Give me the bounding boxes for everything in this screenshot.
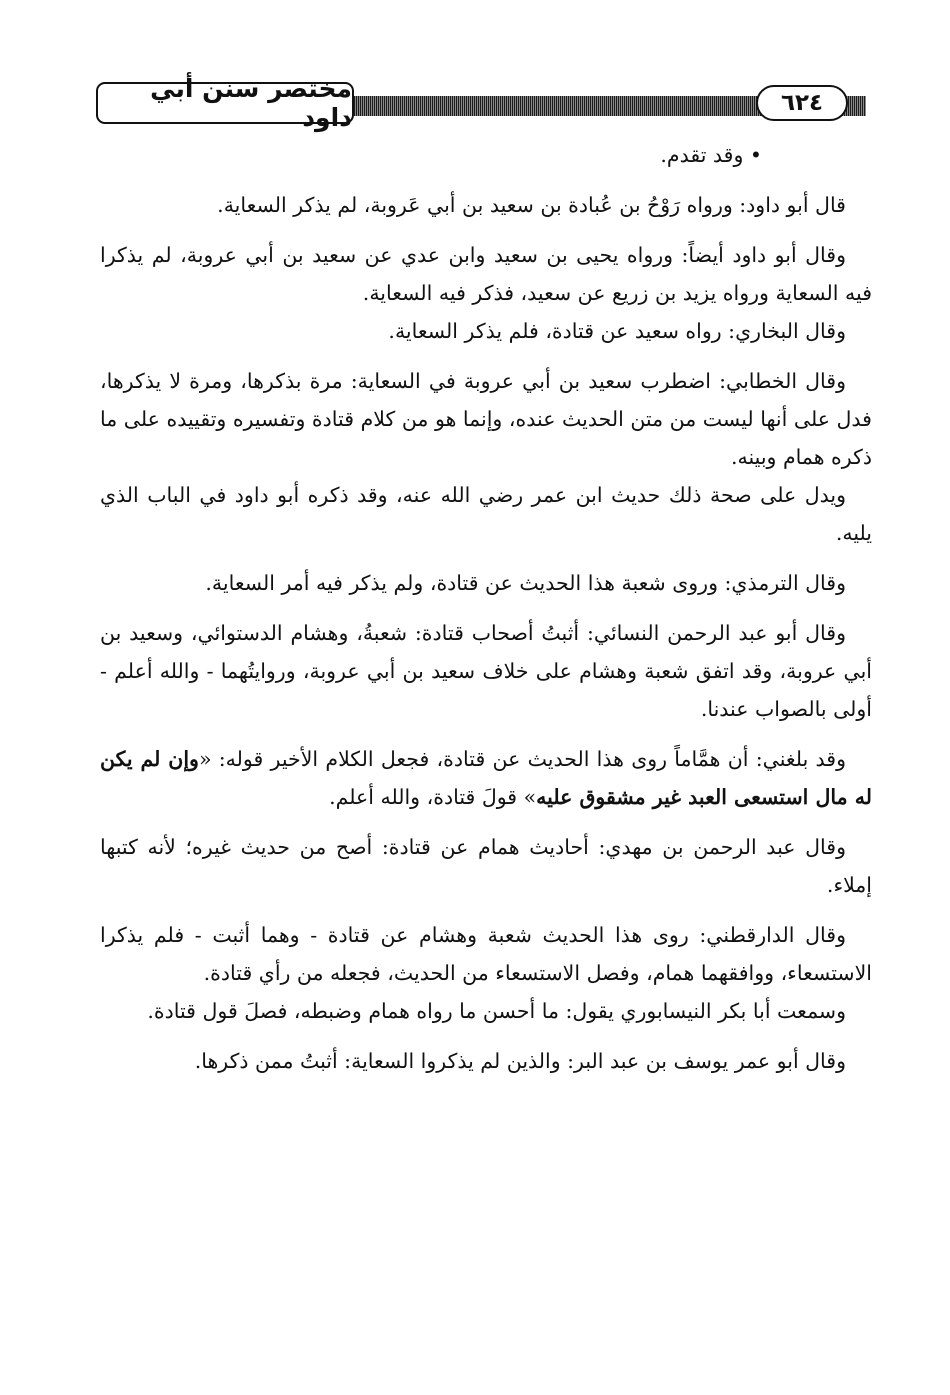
- running-header: [96, 74, 866, 132]
- paragraph-text: وقال عبد الرحمن بن مهدي: أحاديث همام عن قتادة: أصح من حديث غيره؛ لأنه كتبها إملاء.: [100, 835, 872, 897]
- paragraph-text: وقد بلغني: أن همَّاماً روى هذا الحديث عن قتادة، فجعل الكلام الأخير قوله: «: [198, 747, 846, 771]
- text-paragraph: [100, 362, 872, 476]
- quoted-hadith-text: وإن لم يكن له مال استسعى العبد غير مشقوق عليه: [100, 747, 872, 809]
- text-paragraph: [100, 236, 872, 312]
- text-paragraph: [100, 1042, 872, 1080]
- text-paragraph: [100, 186, 872, 224]
- paragraph-text: » قولَ قتادة، والله أعلم.: [329, 785, 537, 809]
- text-paragraph: [100, 312, 872, 350]
- paragraph-text: وقال أبو عمر يوسف بن عبد البر: والذين لم يذكروا السعاية: أثبتُ ممن ذكرها.: [194, 1049, 846, 1073]
- text-paragraph: [100, 916, 872, 992]
- paragraph-text: وقال الدارقطني: روى هذا الحديث شعبة وهشام عن قتادة - وهما أثبت - فلم يذكرا الاستسعاء، ووافقهما همام، وفصل الاستسعاء من الحديث، فجعله من رأي قتادة.: [100, 923, 872, 985]
- book-title: مختصر سنن أبي داود: [96, 82, 354, 124]
- paragraph-text: وقال أبو داود أيضاً: ورواه يحيى بن سعيد وابن عدي عن سعيد بن أبي عروبة، لم يذكرا فيه السعاية ورواه يزيد بن زريع عن سعيد، فذكر فيه السعاية.: [100, 243, 872, 305]
- page-body: [100, 136, 872, 1080]
- note-paragraph: [100, 136, 872, 174]
- text-paragraph: [100, 992, 872, 1030]
- paragraph-text: • وقد تقدم.: [660, 143, 762, 167]
- paragraph-text: قال أبو داود: ورواه رَوْحُ بن عُبادة بن سعيد بن أبي عَروبة، لم يذكر السعاية.: [217, 193, 846, 217]
- paragraph-text: وسمعت أبا بكر النيسابوري يقول: ما أحسن ما رواه همام وضبطه، فصلَ قول قتادة.: [147, 999, 846, 1023]
- paragraph-text: وقال أبو عبد الرحمن النسائي: أثبتُ أصحاب قتادة: شعبةُ، وهشام الدستوائي، وسعيد بن أبي عروبة، وقد اتفق شعبة وهشام على خلاف سعيد بن أبي عروبة، وروايتُهما - والله أعلم - أولى بالصواب عندنا.: [100, 621, 872, 721]
- text-paragraph: [100, 828, 872, 904]
- text-paragraph: [100, 614, 872, 728]
- text-paragraph: [100, 476, 872, 552]
- text-paragraph: [100, 740, 872, 816]
- text-paragraph: [100, 564, 872, 602]
- page-number: ٦٢٤: [756, 85, 848, 121]
- paragraph-text: ويدل على صحة ذلك حديث ابن عمر رضي الله عنه، وقد ذكره أبو داود في الباب الذي يليه.: [100, 483, 872, 545]
- paragraph-text: وقال البخاري: رواه سعيد عن قتادة، فلم يذكر السعاية.: [388, 319, 846, 343]
- paragraph-text: وقال الخطابي: اضطرب سعيد بن أبي عروبة في السعاية: مرة بذكرها، ومرة لا يذكرها، فدل على أنها ليست من متن الحديث عنده، وإنما هو من كلام قتادة وتفسيره وتقييده على ما ذكره همام وبينه.: [100, 369, 872, 469]
- paragraph-text: وقال الترمذي: وروى شعبة هذا الحديث عن قتادة، ولم يذكر فيه أمر السعاية.: [205, 571, 846, 595]
